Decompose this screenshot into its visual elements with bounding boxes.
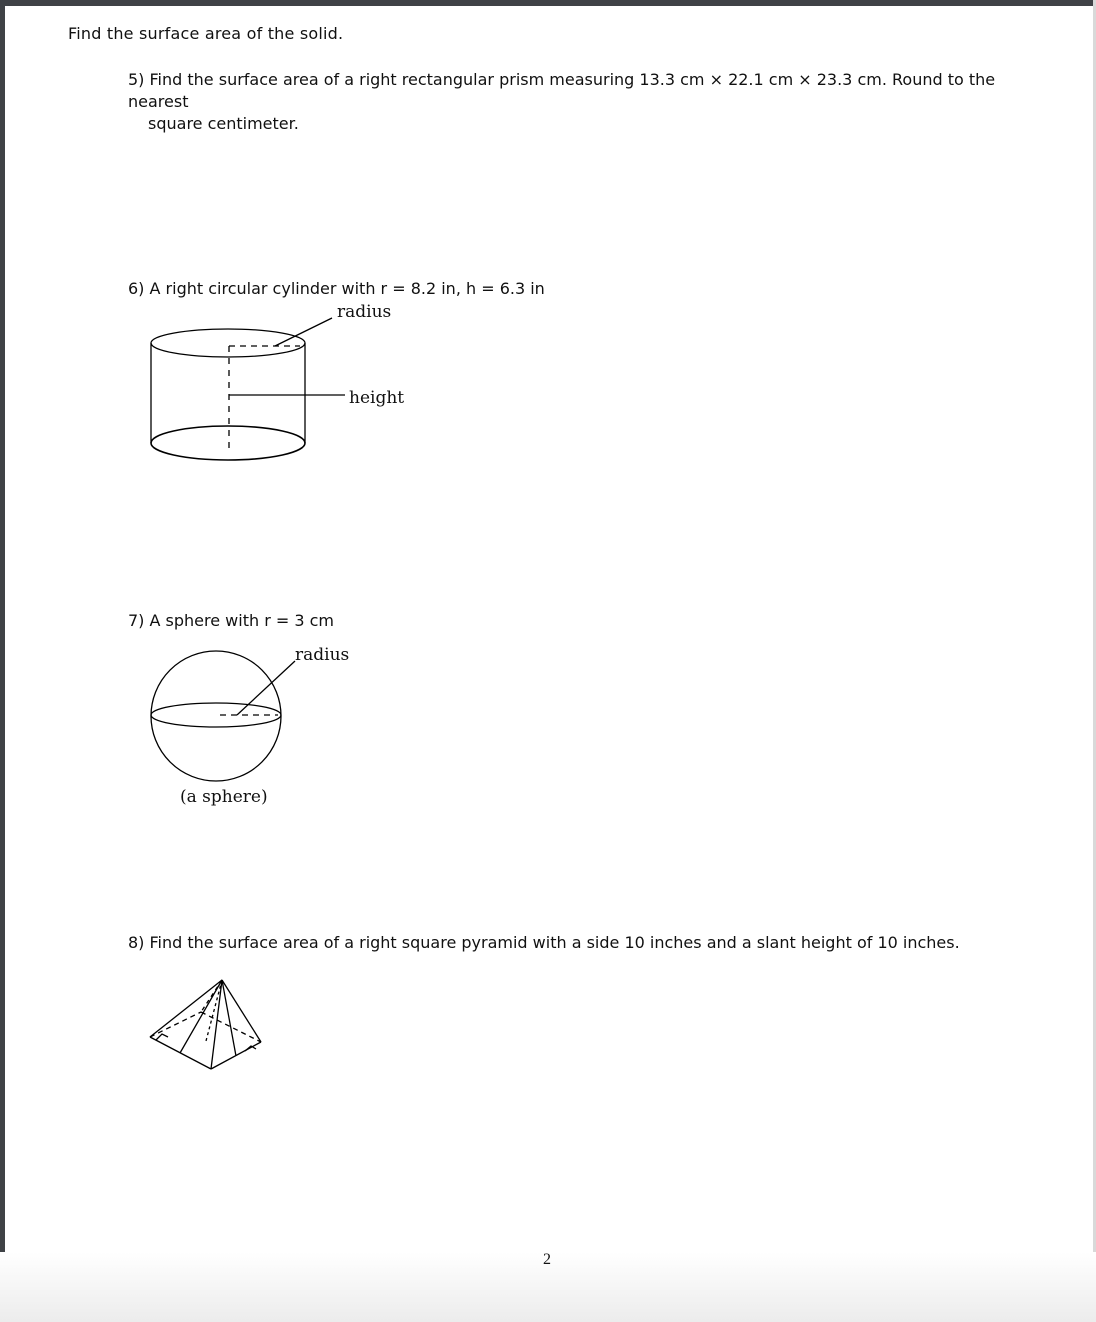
- question-5: [128, 69, 1008, 135]
- question-number: 8): [128, 933, 145, 952]
- radius-leader-line: [275, 318, 332, 346]
- window-top-border: [0, 0, 1096, 6]
- window-left-border: [0, 0, 5, 1322]
- page-instruction: Find the surface area of the solid.: [68, 24, 344, 43]
- radius-label: radius: [337, 302, 392, 322]
- sphere-caption: (a sphere): [180, 787, 268, 807]
- question-7: [128, 610, 334, 632]
- cylinder-bottom-face: [151, 426, 305, 460]
- question-text: Find the surface area of a right square pyramid with a side 10 inches and a slant height of 10 inches.: [149, 933, 960, 952]
- question-number: 6): [128, 279, 145, 298]
- question-number: 5): [128, 70, 145, 89]
- height-label: height: [349, 388, 405, 408]
- question-number: 7): [128, 611, 145, 630]
- cylinder-figure: [140, 298, 430, 473]
- question-text: A right circular cylinder with r = 8.2 in, h = 6.3 in: [149, 279, 545, 298]
- question-text: A sphere with r = 3 cm: [149, 611, 335, 630]
- question-6: [128, 278, 545, 300]
- question-8: [128, 932, 960, 954]
- radius-label: radius: [295, 645, 350, 665]
- sphere-outline: [151, 651, 281, 781]
- question-5-line1: [128, 69, 1008, 113]
- question-5-line2: square centimeter.: [148, 114, 299, 133]
- question-text: Find the surface area of a right rectangular prism measuring 13.3 cm × 22.1 cm × 23.3 cm. Round to the nearest: [128, 70, 996, 111]
- sphere-figure: [140, 640, 370, 820]
- pyramid-figure: [140, 970, 280, 1080]
- page-number: 2: [543, 1251, 551, 1268]
- sphere-equator: [151, 703, 281, 727]
